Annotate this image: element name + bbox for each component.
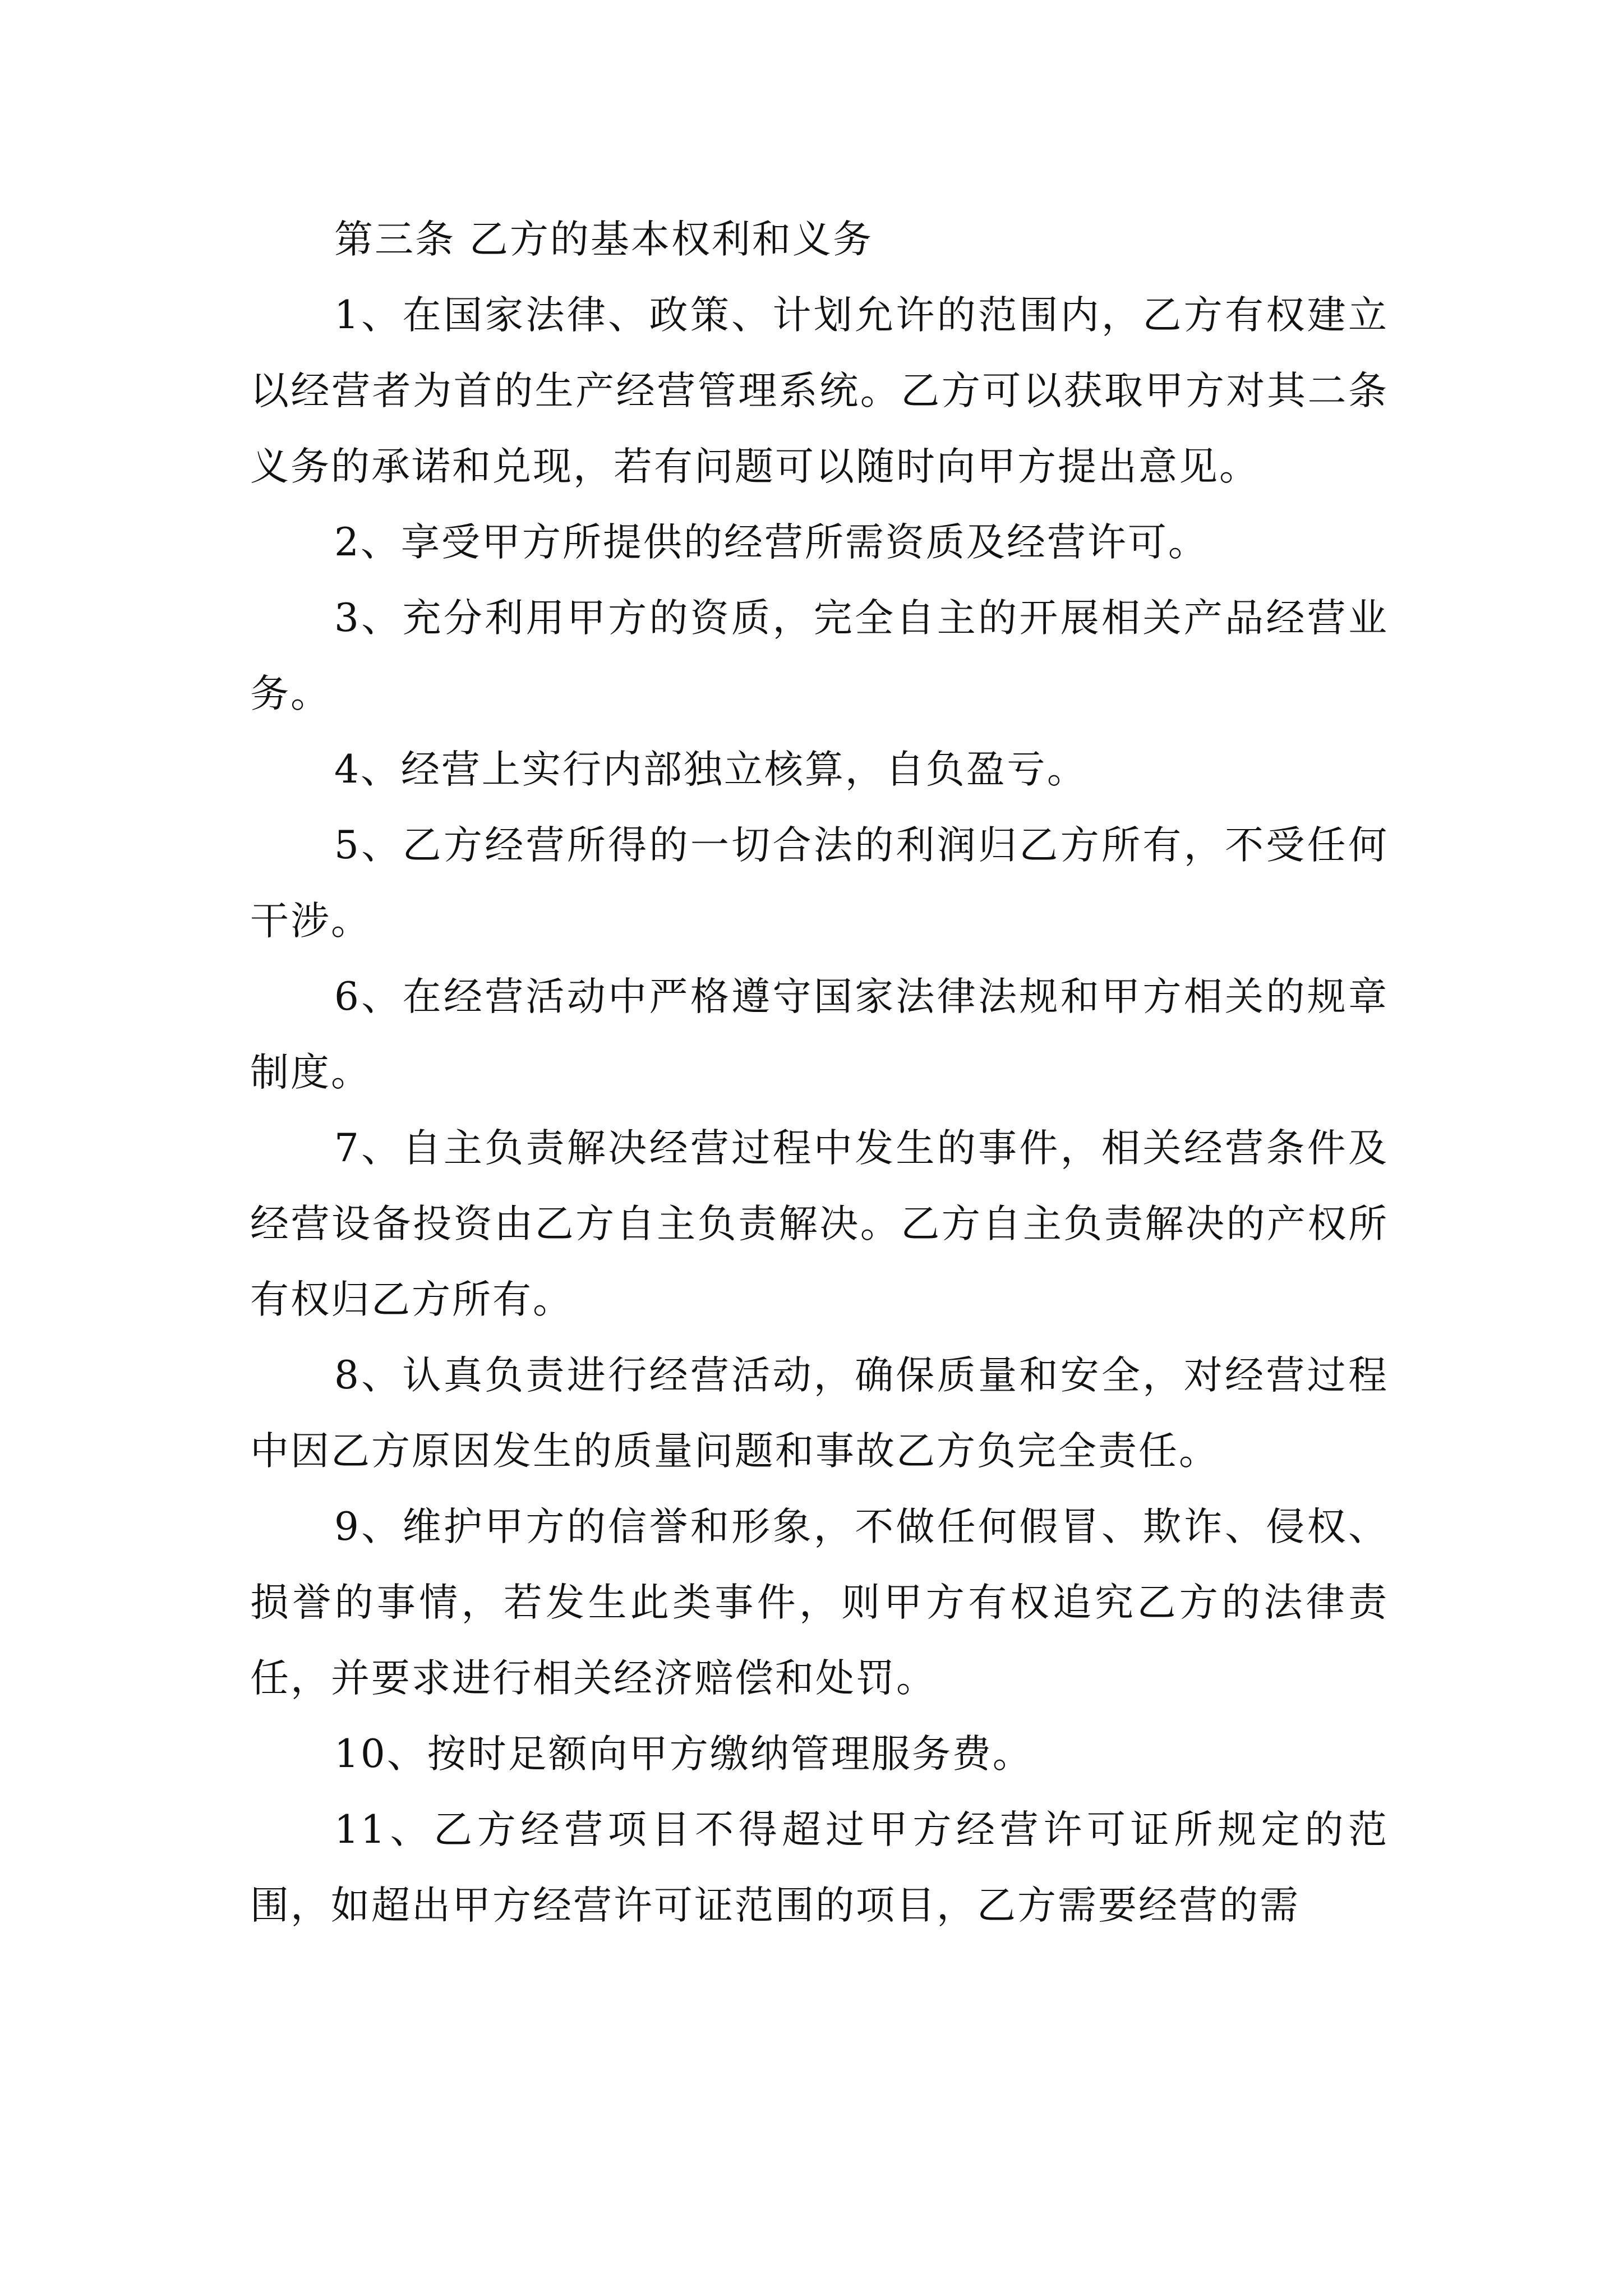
clause-9: 9、维护甲方的信誉和形象，不做任何假冒、欺诈、侵权、损誉的事情，若发生此类事件，则甲方有权追究乙方的法律责任，并要求进行相关经济赔偿和处罚。: [250, 1504, 1389, 1701]
clause-4: 4、经营上实行内部独立核算，自负盈亏。: [334, 747, 1087, 792]
clause-2: 2、享受甲方所提供的经营所需资质及经营许可。: [334, 520, 1209, 565]
clause-8: 8、认真负责进行经营活动，确保质量和安全，对经营过程中因乙方原因发生的质量问题和事故乙方负完全责任。: [250, 1353, 1389, 1474]
clause-5: 5、乙方经营所得的一切合法的利润归乙方所有，不受任何干涉。: [250, 823, 1389, 944]
clause-10: 10、按时足额向甲方缴纳管理服务费。: [334, 1732, 1033, 1777]
article-heading: 第三条 乙方的基本权利和义务: [334, 217, 873, 262]
clause-7: 7、自主负责解决经营过程中发生的事件，相关经营条件及经营设备投资由乙方自主负责解决。乙方自主负责解决的产权所有权归乙方所有。: [250, 1126, 1389, 1322]
clause-6: 6、在经营活动中严格遵守国家法律法规和甲方相关的规章制度。: [250, 974, 1389, 1095]
clause-1: 1、在国家法律、政策、计划允许的范围内，乙方有权建立以经营者为首的生产经营管理系统。乙方可以获取甲方对其二条义务的承诺和兑现，若有问题可以随时向甲方提出意见。: [250, 293, 1389, 489]
document-body: [250, 202, 1389, 1944]
clause-3: 3、充分利用甲方的资质，完全自主的开展相关产品经营业务。: [250, 596, 1389, 716]
clause-11: 11、乙方经营项目不得超过甲方经营许可证所规定的范围，如超出甲方经营许可证范围的项目，乙方需要经营的需: [250, 1807, 1389, 1928]
